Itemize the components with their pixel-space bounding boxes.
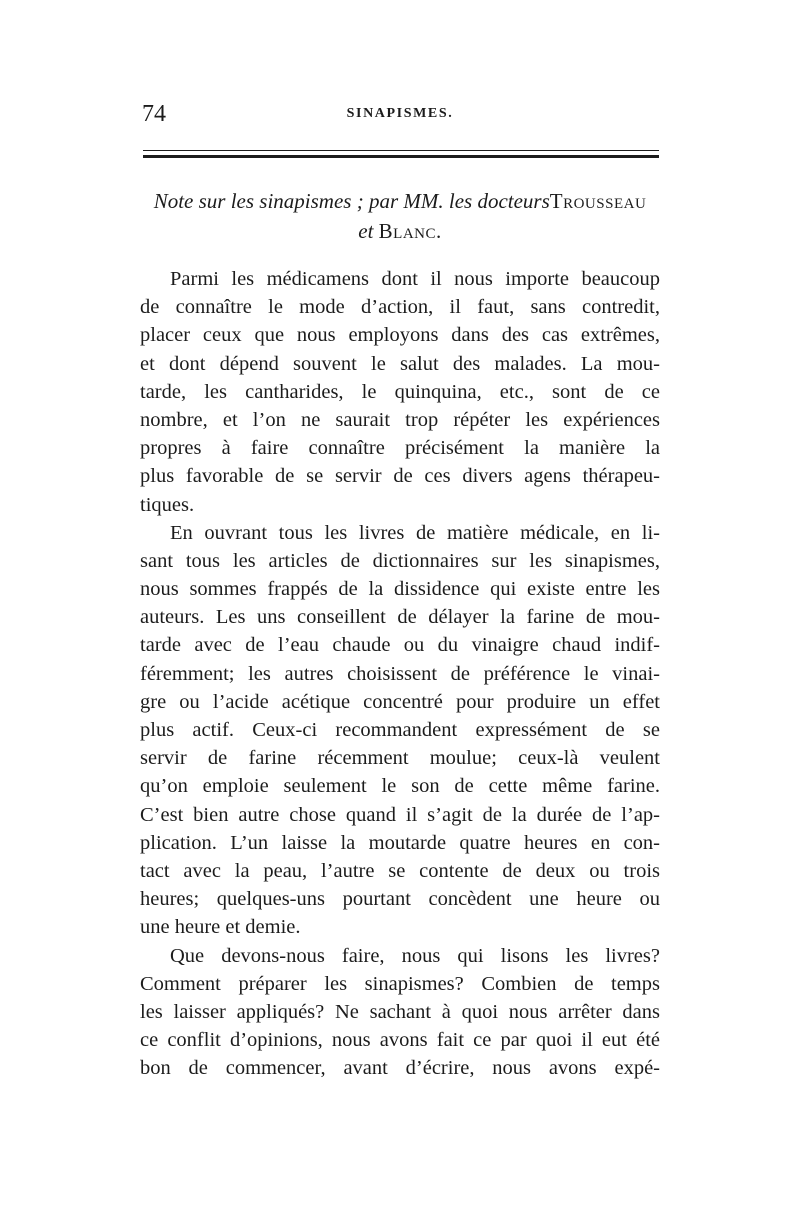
page-header [140,100,660,130]
text-line: et dont dépend souvent le salut des malades. La mou- [140,352,660,375]
text-line: tarde avec de l’eau chaude ou du vinaigre chaud indif- [140,634,660,657]
title-italic: Note sur les sinapismes ; par MM. les docteurs [153,189,550,213]
text-line: tarde, les cantharides, le quinquina, etc., sont de ce [140,380,660,403]
text-line: tiques. [140,493,195,516]
text-line: Que devons-nous faire, nous qui lisons les livres? [170,944,660,967]
text-line: propres à faire connaître précisément la manière la [140,437,660,460]
text-line: auteurs. Les uns conseillent de délayer la farine de mou- [140,606,660,629]
text-line: nombre, et l’on ne saurait trop répéter les expériences [140,408,660,431]
text-line: ce conflit d’opinions, nous avons fait ce par quoi il eut été [140,1029,660,1052]
body-text [140,265,660,1082]
text-line: En ouvrant tous les livres de matière médicale, en li- [170,521,660,544]
text-line: nous sommes frappés de la dissidence qui existe entre les [140,578,660,601]
title-conjunction: et [358,219,374,243]
text-line: une heure et demie. [140,916,301,939]
text-line: bon de commencer, avant d’écrire, nous avons expé- [140,1057,660,1080]
paragraph-2 [140,519,660,942]
text-line: sant tous les articles de dictionnaires sur les sinapismes, [140,549,660,572]
running-head: SINAPISMES. [346,106,454,121]
paragraph-1 [140,265,660,519]
text-line: placer ceux que nous employons dans des cas extrêmes, [140,324,660,347]
text-line: féremment; les autres choisissent de préférence le vinai- [140,662,660,685]
text-line: plus favorable de se servir de ces divers agens thérapeu- [140,465,660,488]
text-line: heures; quelques-uns pourtant concèdent une heure ou [140,888,660,911]
text-line: tact avec la peau, l’autre se contente de deux ou trois [140,859,660,882]
title-author-1: Trousseau [549,189,647,213]
text-line: gre ou l’acide acétique concentré pour produire un effet [140,690,660,713]
header-rule-thick [143,155,659,158]
paragraph-3 [140,942,660,1083]
text-line: Comment préparer les sinapismes? Combien de temps [140,972,660,995]
page-number: 74 [142,101,166,127]
text-line: plication. L’un laisse la moutarde quatre heures en con- [140,831,660,854]
text-line: Parmi les médicamens dont il nous importe beaucoup [170,268,660,290]
title-author-2: Blanc. [378,219,442,243]
text-line: plus actif. Ceux-ci recommandent expressément de se [140,719,660,741]
header-rule-thin [143,150,659,151]
article-title [140,186,660,246]
text-line: servir de farine récemment moulue; ceux-là veulent [140,747,660,770]
text-line: C’est bien autre chose quand il s’agit de la durée de l’ap- [140,803,660,826]
text-line: les laisser appliqués? Ne sachant à quoi nous arrêter dans [140,1000,660,1023]
text-line: qu’on emploie seulement le son de cette même farine. [140,775,660,798]
text-line: de connaître le mode d’action, il faut, sans contredit, [140,296,660,319]
